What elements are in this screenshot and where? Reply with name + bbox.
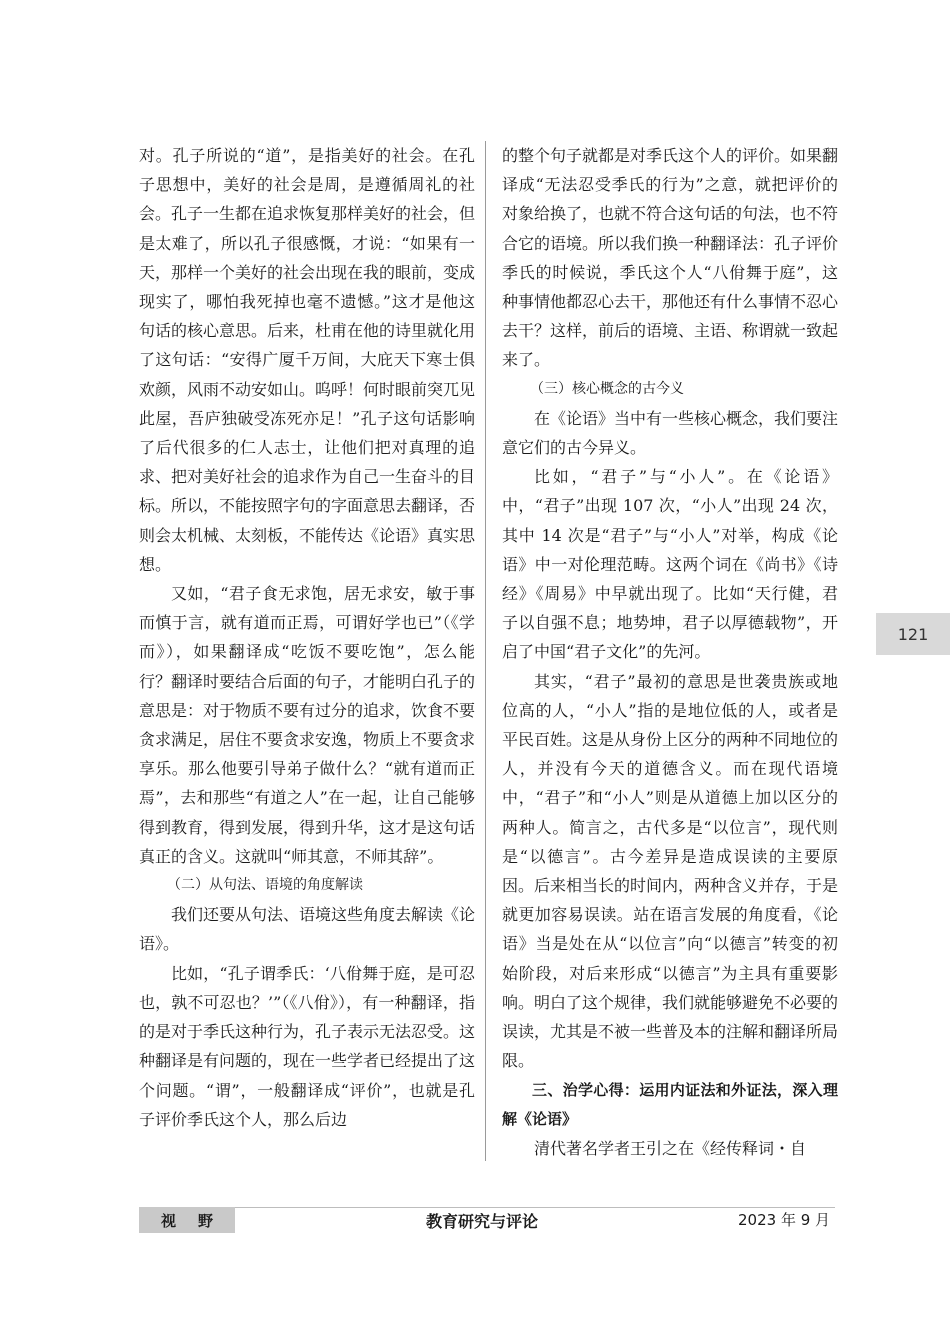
paragraph: 清代著名学者王引之在《经传释词・自 xyxy=(534,1138,807,1158)
column-divider xyxy=(485,141,486,1161)
footer-date: 2023 年 9 月 xyxy=(738,1211,831,1229)
paragraph: 在《论语》当中有一些核心概念，我们要注意它们的古今异义。 xyxy=(502,408,839,458)
paragraph: 比如，“孔子谓季氏：‘八佾舞于庭，是可忍也，孰不可忍也？’”（《八佾》），有一种翻译，指的是对于季氏这种行为，孔子表示无法忍受。这种翻译是有问题的，现在一些学者已经提出了这个问题。“谓”，一般翻译成“评价”，也就是孔子评价季氏这个人，那么后边 xyxy=(139,963,476,1129)
right-text-column xyxy=(502,141,838,1163)
footer-journal-title: 教育研究与评论 xyxy=(426,1212,539,1231)
paragraph: 对。孔子所说的“道”，是指美好的社会。在孔子思想中，美好的社会是周，是遵循周礼的社会。孔子一生都在追求恢复那样美好的社会，但是太难了，所以孔子很感慨，才说：“如果有一天，那样一个美好的社会出现在我的眼前，变成现实了，哪怕我死掉也毫不遗憾。”这才是他这句话的核心意思。后来，杜甫在他的诗里就化用了这句话：“安得广厦千万间，大庇天下寒士俱欢颜，风雨不动安如山。呜呼！何时眼前突兀见此屋，吾庐独破受冻死亦足！”孔子这句话影响了后代很多的仁人志士，让他们把对真理的追求、把对美好社会的追求作为自己一生奋斗的目标。所以，不能按照字句的字面意思去翻译，否则会太机械、太刻板，不能传达《论语》真实思想。 xyxy=(139,146,476,574)
page-number-tab: 121 xyxy=(876,613,950,655)
footer-section-tag: 视野 xyxy=(139,1207,235,1233)
left-text-column xyxy=(139,141,475,1134)
footer-rule xyxy=(139,1207,835,1208)
paragraph: 我们还要从句法、语境这些角度去解读《论语》。 xyxy=(139,905,476,954)
paragraph: 比如，“君子”与“小人”。在《论语》中，“君子”出现 107 次，“小人”出现 24 次，其中 14 次是“君子”与“小人”对举，构成《论语》中一对伦理范畴。这两个词在《尚书》《诗经》《周易》中早就出现了。比如“天行健，君子以自强不息；地势坤，君子以厚德载物”，开启了中国“君子文化”的先河。 xyxy=(502,467,838,662)
subsection-heading: （二）从句法、语境的角度解读 xyxy=(167,877,363,894)
section-heading: 三、治学心得：运用内证法和外证法，深入理解《论语》 xyxy=(502,1080,838,1128)
paragraph: 又如，“君子食无求饱，居无求安，敏于事而慎于言，就有道而正焉，可谓好学也已”（《学而》），如果翻译成“吃饭不要吃饱”，怎么能行？翻译时要结合后面的句子，才能明白孔子的意思是：对于物质不要有过分的追求，饮食不要贪求满足，居住不要贪求安逸，物质上不要贪求享乐。那么他要引导弟子做什么？“就有道而正焉”，去和那些“有道之人”在一起，让自己能够得到教育，得到发展，得到升华，这才是这句话真正的含义。这就叫“师其意，不师其辞”。 xyxy=(139,584,476,866)
paragraph: 的整个句子就都是对季氏这个人的评价。如果翻译成“无法忍受季氏的行为”之意，就把评价的对象给换了，也就不符合这句话的句法，也不符合它的语境。所以我们换一种翻译法：孔子评价季氏的时候说，季氏这个人“八佾舞于庭”，这种事情他都忍心去干，那他还有什么事情不忍心去干？这样，前后的语境、主语、称谓就一致起来了。 xyxy=(502,146,839,370)
paragraph: 其实，“君子”最初的意思是世袭贵族或地位高的人，“小人”指的是地位低的人，或者是平民百姓。这是从身份上区分的两种不同地位的人，并没有今天的道德含义。而在现代语境中，“君子”和“小人”则是从道德上加以区分的两种人。简言之，古代多是“以位言”，现代则是“以德言”。古今差异是造成误读的主要原因。后来相当长的时间内，两种含义并存，于是就更加容易误读。站在语言发展的角度看，《论语》当是处在从“以位言”向“以德言”转变的初始阶段，对后来形成“以德言”为主具有重要影响。明白了这个规律，我们就能够避免不必要的误读，尤其是不被一些普及本的注解和翻译所局限。 xyxy=(502,671,839,1071)
subsection-heading: （三）核心概念的古今义 xyxy=(530,380,684,397)
